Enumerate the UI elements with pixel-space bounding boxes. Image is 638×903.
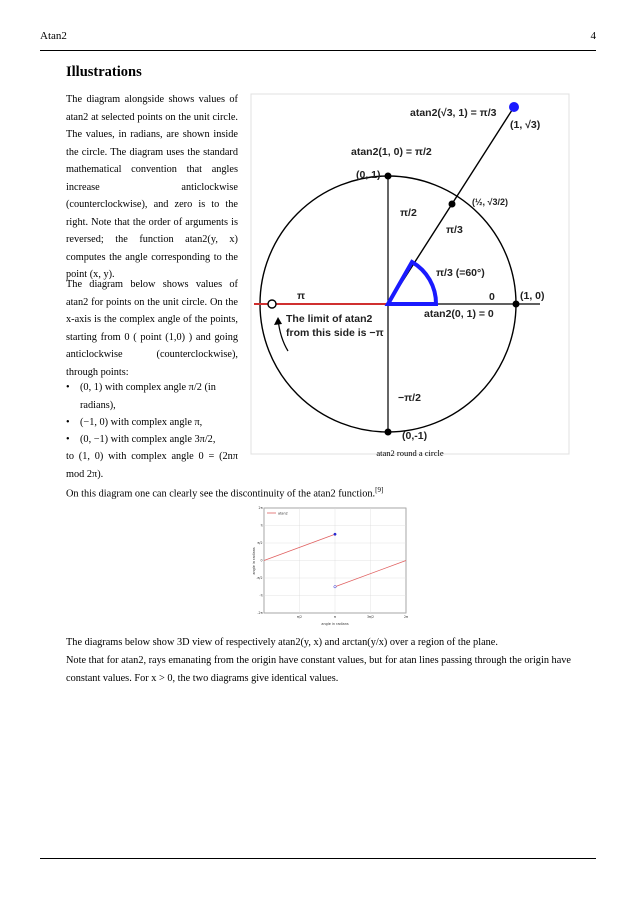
label-neg-pi-over-2: −π/2 [398,392,421,404]
x-tick-label: 3π/2 [366,615,375,619]
label-point-10: (1, 0) [520,290,545,302]
y-tick-label: -π/2 [256,576,263,581]
label-atan2-10: atan2(1, 0) = π/2 [351,146,432,158]
label-zero: 0 [489,291,495,303]
point-1-0 [513,301,520,308]
y-tick-label: π/2 [257,541,263,546]
y-tick-label: π [260,523,263,528]
label-half-point: (½, √3/2) [472,197,508,207]
paragraph-3: to (1, 0) with complex angle 0 = (2nπ mod 2π). [66,451,238,480]
label-limit-line2: from this side is −π [286,327,384,339]
label-pi: π [297,290,306,302]
marker-filled [334,533,336,535]
x-tick-label: 2π [404,615,408,619]
y-tick-label: -2π [257,611,263,616]
x-axis-label: angle in radians [321,622,349,626]
paragraph-6: Note that for atan2, rays emanating from the origin have constant values, but for atan lines passing through the origin have constant values. For x > 0, the two diagrams give identical values. [66,655,571,684]
paragraph-1: The diagram alongside shows values of atan2 at selected points on the unit circle. The values, in radians, are shown inside the circle. The diagram uses the standard mathematical convention that angles increase anticlockwise (counterclockwise), and zero is to the right. Note that the order of arguments is reversed; the function atan2(y, x) computes the angle corresponding to the point (x, y). [66,94,238,280]
page-number: 4 [590,30,596,42]
bullet-item: • (0, −1) with complex angle 3π/2, [66,434,216,445]
header-rule [40,50,596,51]
marker-open [334,586,336,588]
label-point-0m1: (0,-1) [402,430,428,442]
legend-label: atan2 [278,511,288,516]
paragraph-5: The diagrams below show 3D view of respectively atan2(y, x) and arctan(y/x) over a region of the plane. [66,637,498,648]
running-header: Atan2 [40,30,67,42]
y-tick-label: 0 [260,558,263,563]
x-tick-label: π [334,615,336,619]
point-1-sqrt3 [509,102,519,112]
label-pi-over-3: π/3 [446,224,463,236]
point-0-1 [385,173,392,180]
label-limit-line1: The limit of atan2 [286,313,373,325]
section-title: Illustrations [66,64,142,80]
label-pi-over-3-deg: π/3 (=60°) [436,267,485,279]
atan2-circle-figure [250,93,570,463]
bullet-item: • (0, 1) with complex angle π/2 (in radians), [66,382,216,411]
x-tick-label: π/2 [296,615,303,619]
label-point-01: (0, 1) [356,169,381,181]
bullet-item: • (−1, 0) with complex angle π, [66,417,203,428]
figure1-caption: atan2 round a circle [376,448,444,458]
point-0-minus1 [385,429,392,436]
label-top-formula: atan2(√3, 1) = π/3 [410,107,497,119]
y-tick-label: -π [259,593,263,598]
label-atan2-01: atan2(0, 1) = 0 [424,308,494,320]
atan2-discontinuity-chart [252,504,408,628]
y-axis-label: angle in radians [252,547,256,575]
footer-rule [40,858,596,859]
point-minus1-0 [268,300,276,308]
citation[interactable]: [9] [375,486,384,494]
y-tick-label: 2π [258,506,263,511]
label-pi-over-2: π/2 [400,207,417,219]
label-top-point: (1, √3) [510,119,541,131]
point-half-sqrt3 [449,201,456,208]
paragraph-4: On this diagram one can clearly see the discontinuity of the atan2 function.[9] [66,486,384,500]
chart-background [252,504,408,628]
paragraph-2: The diagram below shows values of atan2 for points on the unit circle. On the x-axis is the complex angle of the points, starting from 0 ( point (1,0) ) and going anticlockwise (counterclockwise), through points: [66,279,238,378]
